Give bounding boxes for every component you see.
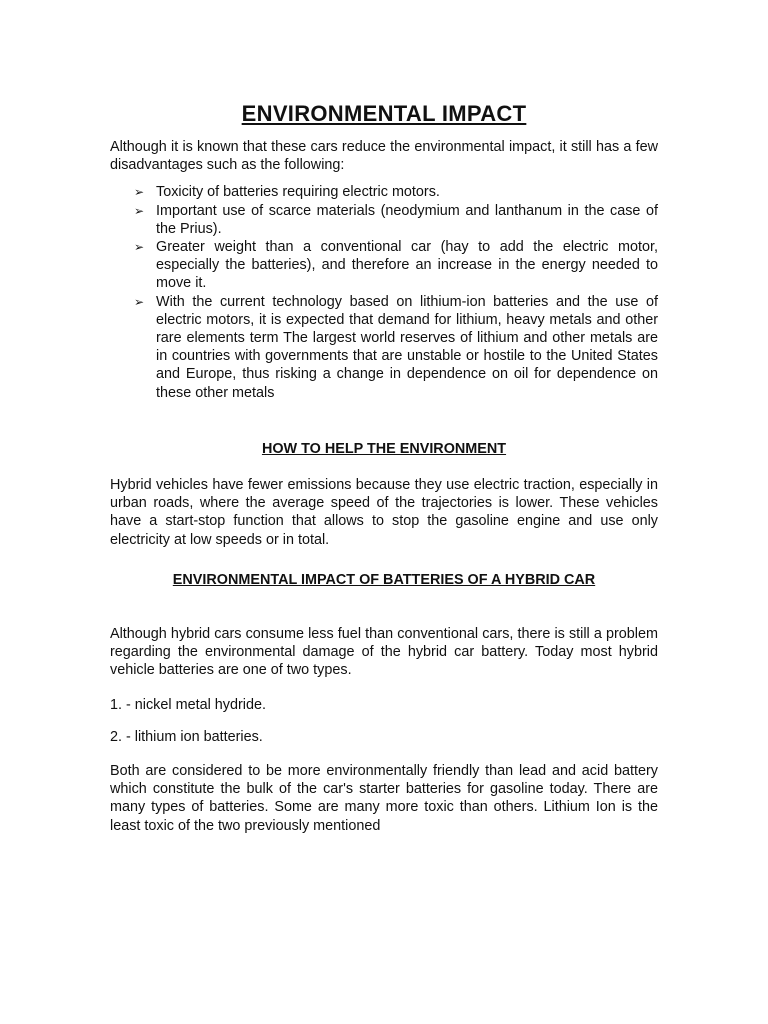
list-item [110, 202, 658, 238]
arrow-bullet-icon: ➢ [134, 240, 145, 255]
intro-paragraph: Although it is known that these cars reduce the environmental impact, it still has a few disadvantages such as the following: [110, 139, 658, 174]
list-item-text: Greater weight than a conventional car (hay to add the electric motor, especially the batteries), and therefore an increase in the energy needed to move it. [156, 239, 658, 292]
list-item-text: Toxicity of batteries requiring electric motors. [156, 184, 440, 201]
arrow-bullet-icon: ➢ [134, 203, 145, 218]
list-item [110, 238, 658, 293]
battery-intro-paragraph: Although hybrid cars consume less fuel than conventional cars, there is still a problem regarding the environmental damage of the hybrid car battery. Today most hybrid vehicle batteries are one of two types. [110, 626, 658, 679]
arrow-bullet-icon: ➢ [134, 294, 145, 309]
section-heading-battery-impact: ENVIRONMENTAL IMPACT OF BATTERIES OF A HYBRID CAR [172, 571, 596, 588]
list-item-text: Important use of scarce materials (neodymium and lanthanum in the case of the Prius). [156, 202, 658, 237]
list-item [110, 293, 658, 402]
disadvantages-list [110, 183, 658, 401]
arrow-bullet-icon: ➢ [134, 185, 145, 200]
list-item [110, 183, 658, 201]
battery-type-2: 2. - lithium ion batteries. [110, 728, 263, 745]
document-page [110, 100, 658, 835]
battery-conclusion-paragraph: Both are considered to be more environmentally friendly than lead and acid battery which constitute the bulk of the car's starter batteries for gasoline today. There are many types of batteries. Some are many more toxic than others. Lithium Ion is the least toxic of the two previously mentioned [110, 763, 658, 834]
list-item-text: With the current technology based on lithium-ion batteries and the use of electric motors, it is expected that demand for lithium, heavy metals and other rare elements term The largest world reserves of lithium and other metals are in countries with governments that are unstable or hostile to the United States and Europe, thus risking a change in dependence on oil for dependence on these other metals [156, 293, 658, 401]
section-heading-help-environment: HOW TO HELP THE ENVIRONMENT [261, 440, 507, 457]
help-environment-paragraph: Hybrid vehicles have fewer emissions because they use electric traction, especially in urban roads, where the average speed of the trajectories is lower. These vehicles have a start-stop function that allows to stop the gasoline engine and use only electricity at low speeds or in total. [110, 477, 658, 548]
battery-type-1: 1. - nickel metal hydride. [110, 696, 266, 713]
page-title: ENVIRONMENTAL IMPACT [241, 101, 527, 126]
